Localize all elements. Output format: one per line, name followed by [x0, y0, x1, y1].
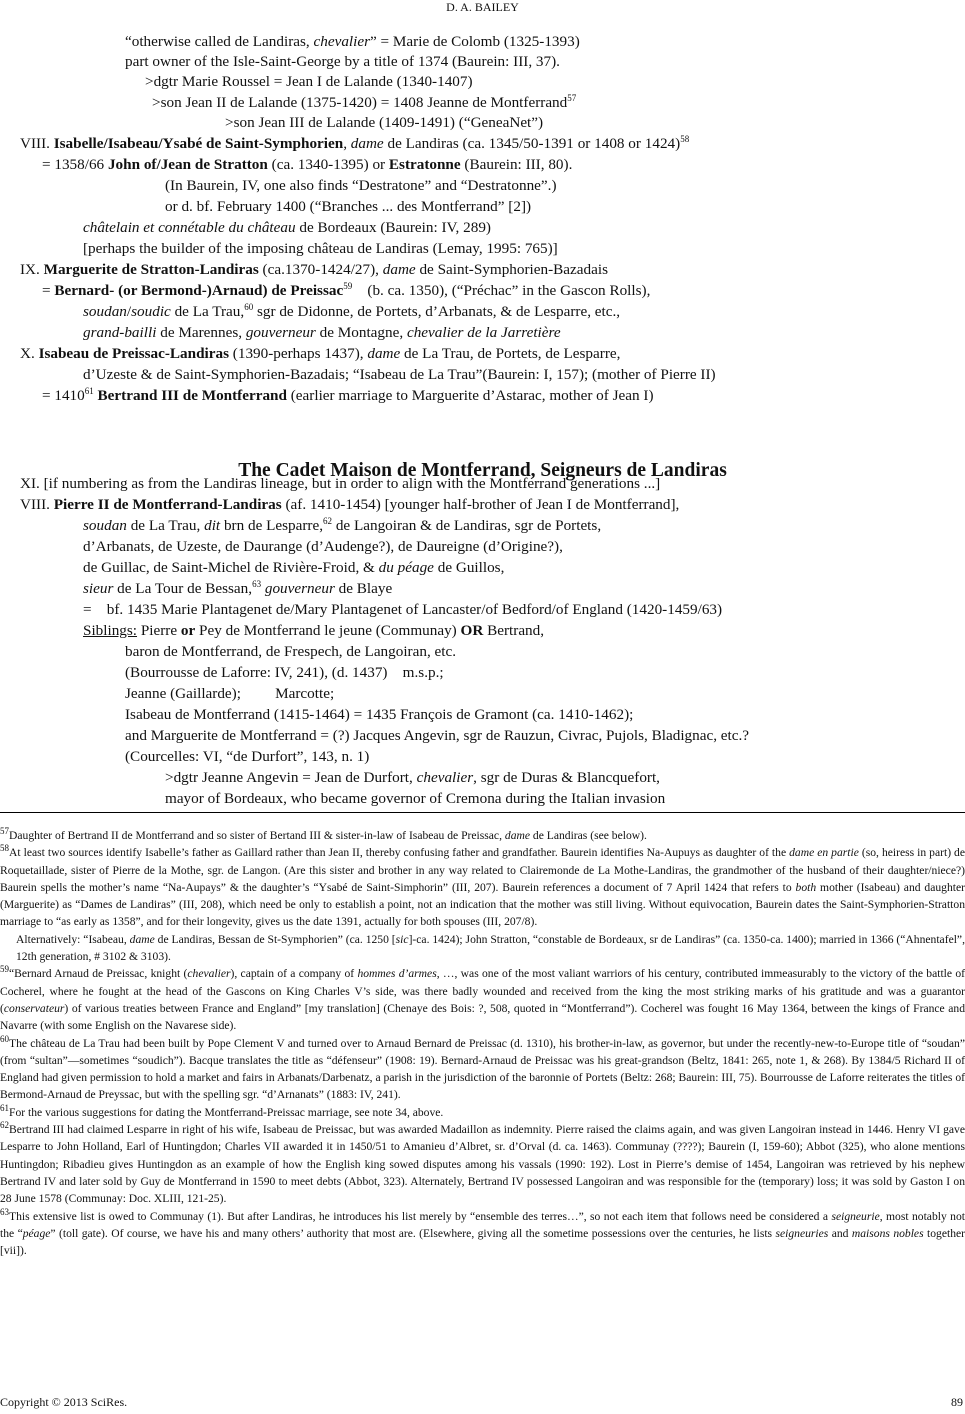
body-line: de Guillac, de Saint-Michel de Rivière-Froid, & du péage de Guillos, [83, 559, 505, 576]
body-line: “otherwise called de Landiras, chevalier” = Marie de Colomb (1325-1393) [125, 33, 580, 50]
footnote: $^{62}$Bertrand III had claimed Lesparre in right of his wife, Isabeau de Preissac, but was awarded Madaillon as indemnity. Pierre raised the claims again, and was given Langoiran instead in 1446. Henry VI gave Lesparre to John Holland, Earl of Huntingdon; Charles VII awarded it in 1450/51 to Amanieu d’Albret, sr. d’Orval (d. ca. 1463). Communay (????); Baurein (I, 159-60); Abbot (325), who alone mentions Huntingdon; Ribadieu gives Huntingdon as an example of how the English king sowed disputes among his vassals (1990: 192). Lost in Pierre’s demise of 1454, Langoiran was retrieved by his nephew Bertrand IV and later sold by Guy de Montferrand in 1590 to meet debts (Abbot, 323). Alternately, Bertrand IV possessed Langoiran and was responsible for the (temporary) loss; it was sold by Gaston I on 28 June 1578 (Communay: Doc. XLIII, 121-25). [0, 1120, 965, 1206]
body-line: >son Jean II de Lalande (1375-1420) = 1408 Jeanne de Montferrand$^{57}$ [152, 92, 577, 111]
body-line: XI. [if numbering as from the Landiras lineage, but in order to align with the Montferrand generations ...] [20, 475, 661, 492]
section-title: The Cadet Maison de Montferrand, Seigneurs de Landiras [238, 460, 727, 481]
body-line: >son Jean III de Lalande (1409-1491) (“GeneaNet”) [225, 114, 544, 131]
body-line: X. Isabeau de Preissac-Landiras (1390-perhaps 1437), dame de La Trau, de Portets, de Lesparre, [20, 345, 621, 362]
footnote: Alternatively: “Isabeau, dame de Landiras, Bessan de St-Symphorien” (ca. 1250 [sic]-ca. 1424); John Stratton, “constable de Bordeaux, sr de Landiras” (ca. 1350-ca. 1400); married in 1366 (“Ahnentafel”, 12th generation, # 3102 & 3103). [16, 932, 965, 964]
body-line: IX. Marguerite de Stratton-Landiras (ca.1370-1424/27), dame de Saint-Symphorien-Bazadais [20, 261, 608, 278]
body-line: soudan/soudic de La Trau,$^{60}$ sgr de Didonne, de Portets, d’Arbanats, & de Lesparre, etc., [83, 301, 621, 320]
body-line: châtelain et connétable du château de Bordeaux (Baurein: IV, 289) [83, 219, 491, 236]
body-line: mayor of Bordeaux, who became governor of Cremona during the Italian invasion [165, 790, 666, 807]
body-line: part owner of the Isle-Saint-George by a title of 1374 (Baurein: III, 37). [125, 53, 560, 70]
running-head: D. A. BAILEY [446, 0, 519, 14]
body-line: soudan de La Trau, dit brn de Lesparre,$^{62}$ de Langoiran & de Landiras, sgr de Portets, [83, 515, 602, 534]
body-line: and Marguerite de Montferrand = (?) Jacques Angevin, sgr de Rauzun, Civrac, Pujols, Bladignac, etc.? [125, 727, 750, 744]
footnote: $^{60}$The château de La Trau had been built by Pope Clement V and turned over to Arnaud Bernard de Preissac (d. 1310), his brother-in-law, as governor, but under the recently-new-to-Europe title of “soudan” (from “sultan”—sometimes “soudich”). Bacque translates the title as “défenseur” (1908: 19). Bernard-Arnaud de Preissac was his great-grandson (Beltz, 1841: 265, note 1, & 268). By 1384/5 Richard II of England had given permission to hold a market and fairs in Arbanats/Darbenatz, a parish in the jurisdiction of the baronnie of Portets (Beltz: 268; Baurein: III, 75). Bourrousse de Laforre reiterates the titles of Bermond-Arnaud de Preyssac, but with the spelling sgr. “d’Arnanats” (1883: IV, 241). [0, 1033, 965, 1102]
body-line: sieur de La Tour de Bessan,$^{63}$ gouverneur de Blaye [83, 578, 393, 597]
footnote: $^{59}$“Bernard Arnaud de Preissac, knight (chevalier), captain of a company of hommes d’armes, …, was one of the most valiant warriors of his century, contributed immeasurably to the victory of the battle of Cocherel, where he fought at the head of the Gascons on King Charles V’s side, was there badly wounded and received from the king the most striking marks of his gratitude and was a guarantor (conservateur) of various treaties between France and England” [my translation] (Chenaye des Bois: ?, 508, quoted in “Montferrand”). Cocherel was fought 16 May 1364, between the kings of France and Navarre (with some English on the Navarese side). [0, 964, 965, 1033]
body-line: grand-bailli de Marennes, gouverneur de Montagne, chevalier de la Jarretière [83, 324, 561, 341]
footnotes [0, 827, 965, 1259]
body-line: Isabeau de Montferrand (1415-1464) = 1435 François de Gramont (ca. 1410-1462); [125, 706, 634, 723]
footnote-rule [0, 812, 965, 813]
body-line: = Bernard- (or Bermond-)Arnaud) de Preissac$^{59}$ (b. ca. 1350), (“Préchac” in the Gascon Rolls), [42, 280, 651, 299]
body-line: VIII. Pierre II de Montferrand-Landiras (af. 1410-1454) [younger half-brother of Jean I de Montferrand], [20, 496, 680, 513]
body-line: d’Uzeste & de Saint-Symphorien-Bazadais; “Isabeau de La Trau”(Baurein: I, 157); (mother of Pierre II) [83, 366, 716, 383]
page-number: 89 [951, 1395, 963, 1409]
body-line: >dgtr Jeanne Angevin = Jean de Durfort, chevalier, sgr de Duras & Blancquefort, [165, 769, 660, 786]
body-line: d’Arbanats, de Uzeste, de Daurange (d’Audenge?), de Daureigne (d’Origine?), [83, 538, 563, 555]
footnote: $^{63}$This extensive list is owed to Communay (1). But after Landiras, he introduces his list merely by “ensemble des terres…”, so not each item that follows need be considered a seigneurie, most notably not the “péage” (toll gate). Of course, we have his and many others’ authority that most are. (Elsewhere, giving all the sometime possessions over the centuries, he lists seigneuries and maisons nobles together [vii]). [0, 1206, 965, 1258]
body-line: (In Baurein, IV, one also finds “Destratone” and “Destratonne”.) [165, 177, 557, 194]
body-line: = 1358/66 John of/Jean de Stratton (ca. 1340-1395) or Estratonne (Baurein: III, 80). [42, 156, 573, 173]
footnote: $^{58}$At least two sources identify Isabelle’s father as Gaillard rather than Jean II, thereby confusing father and grandfather. Baurein identifies Na-Aupuys as daughter of the dame en partie (so, heiress in part) de Roquetaillade, sister of Pierre de la Mothe, sgr. de Langon. (Are this sister and brother in any way related to Clairemonde de La Mothe-Landiras, the grandmother of the husband of their daughter/niece?) Baurein spells the mother’s name “Na-Aupays” & the daughter’s “Ysabé de Saint-Simphorin” (III, 207). Baurein references a document of 7 April 1424 that refers to both mother (Isabeau) and daughter (Marguerite) as “Dames de Landiras” (III, 208), which need be only to establish a point, not an indication that the mother was still living. Without equivocation, Baurein dates the Saint-Symphorien-Stratton marriage to “as early as 1358”, and for their longevity, gives us the date 1391, actually for both spouses (III, 207/8). [0, 843, 965, 929]
body-line: baron de Montferrand, de Frespech, de Langoiran, etc. [125, 643, 457, 660]
body-line: or d. bf. February 1400 (“Branches ... des Montferrand” [2]) [165, 198, 532, 215]
copyright-footer: Copyright © 2013 SciRes. [0, 1395, 128, 1409]
body-line: Jeanne (Gaillarde); Marcotte; [125, 685, 335, 702]
body-line: (Courcelles: VI, “de Durfort”, 143, n. 1) [125, 748, 370, 765]
footnote: $^{57}$Daughter of Bertrand II de Montferrand and so sister of Bertand III & sister-in-law of Isabeau de Preissac, dame de Landiras (see below). [0, 826, 647, 842]
footnote: $^{61}$For the various suggestions for dating the Montferrand-Preissac marriage, see note 34, above. [0, 1102, 444, 1119]
body-line: [perhaps the builder of the imposing château de Landiras (Lemay, 1995: 765)] [83, 240, 558, 257]
body-line: = $1410^{61}$ Bertrand III de Montferrand (earlier marriage to Marguerite d’Astarac, mother of Jean I) [42, 385, 654, 404]
body-line: (Bourrousse de Laforre: IV, 241), (d. 1437) m.s.p.; [125, 664, 444, 681]
body-line: VIII. Isabelle/Isabeau/Ysabé de Saint-Symphorien, dame de Landiras (ca. 1345/50-1391 or 1408 or 1424)$^{58}$ [20, 133, 690, 152]
body-line: = bf. 1435 Marie Plantagenet de/Mary Plantagenet of Lancaster/of Bedford/of England (1420-1459/63) [83, 601, 723, 618]
body-line: >dgtr Marie Roussel = Jean I de Lalande (1340-1407) [145, 73, 473, 90]
body-line: Siblings: Pierre or Pey de Montferrand le jeune (Communay) OR Bertrand, [83, 622, 545, 639]
